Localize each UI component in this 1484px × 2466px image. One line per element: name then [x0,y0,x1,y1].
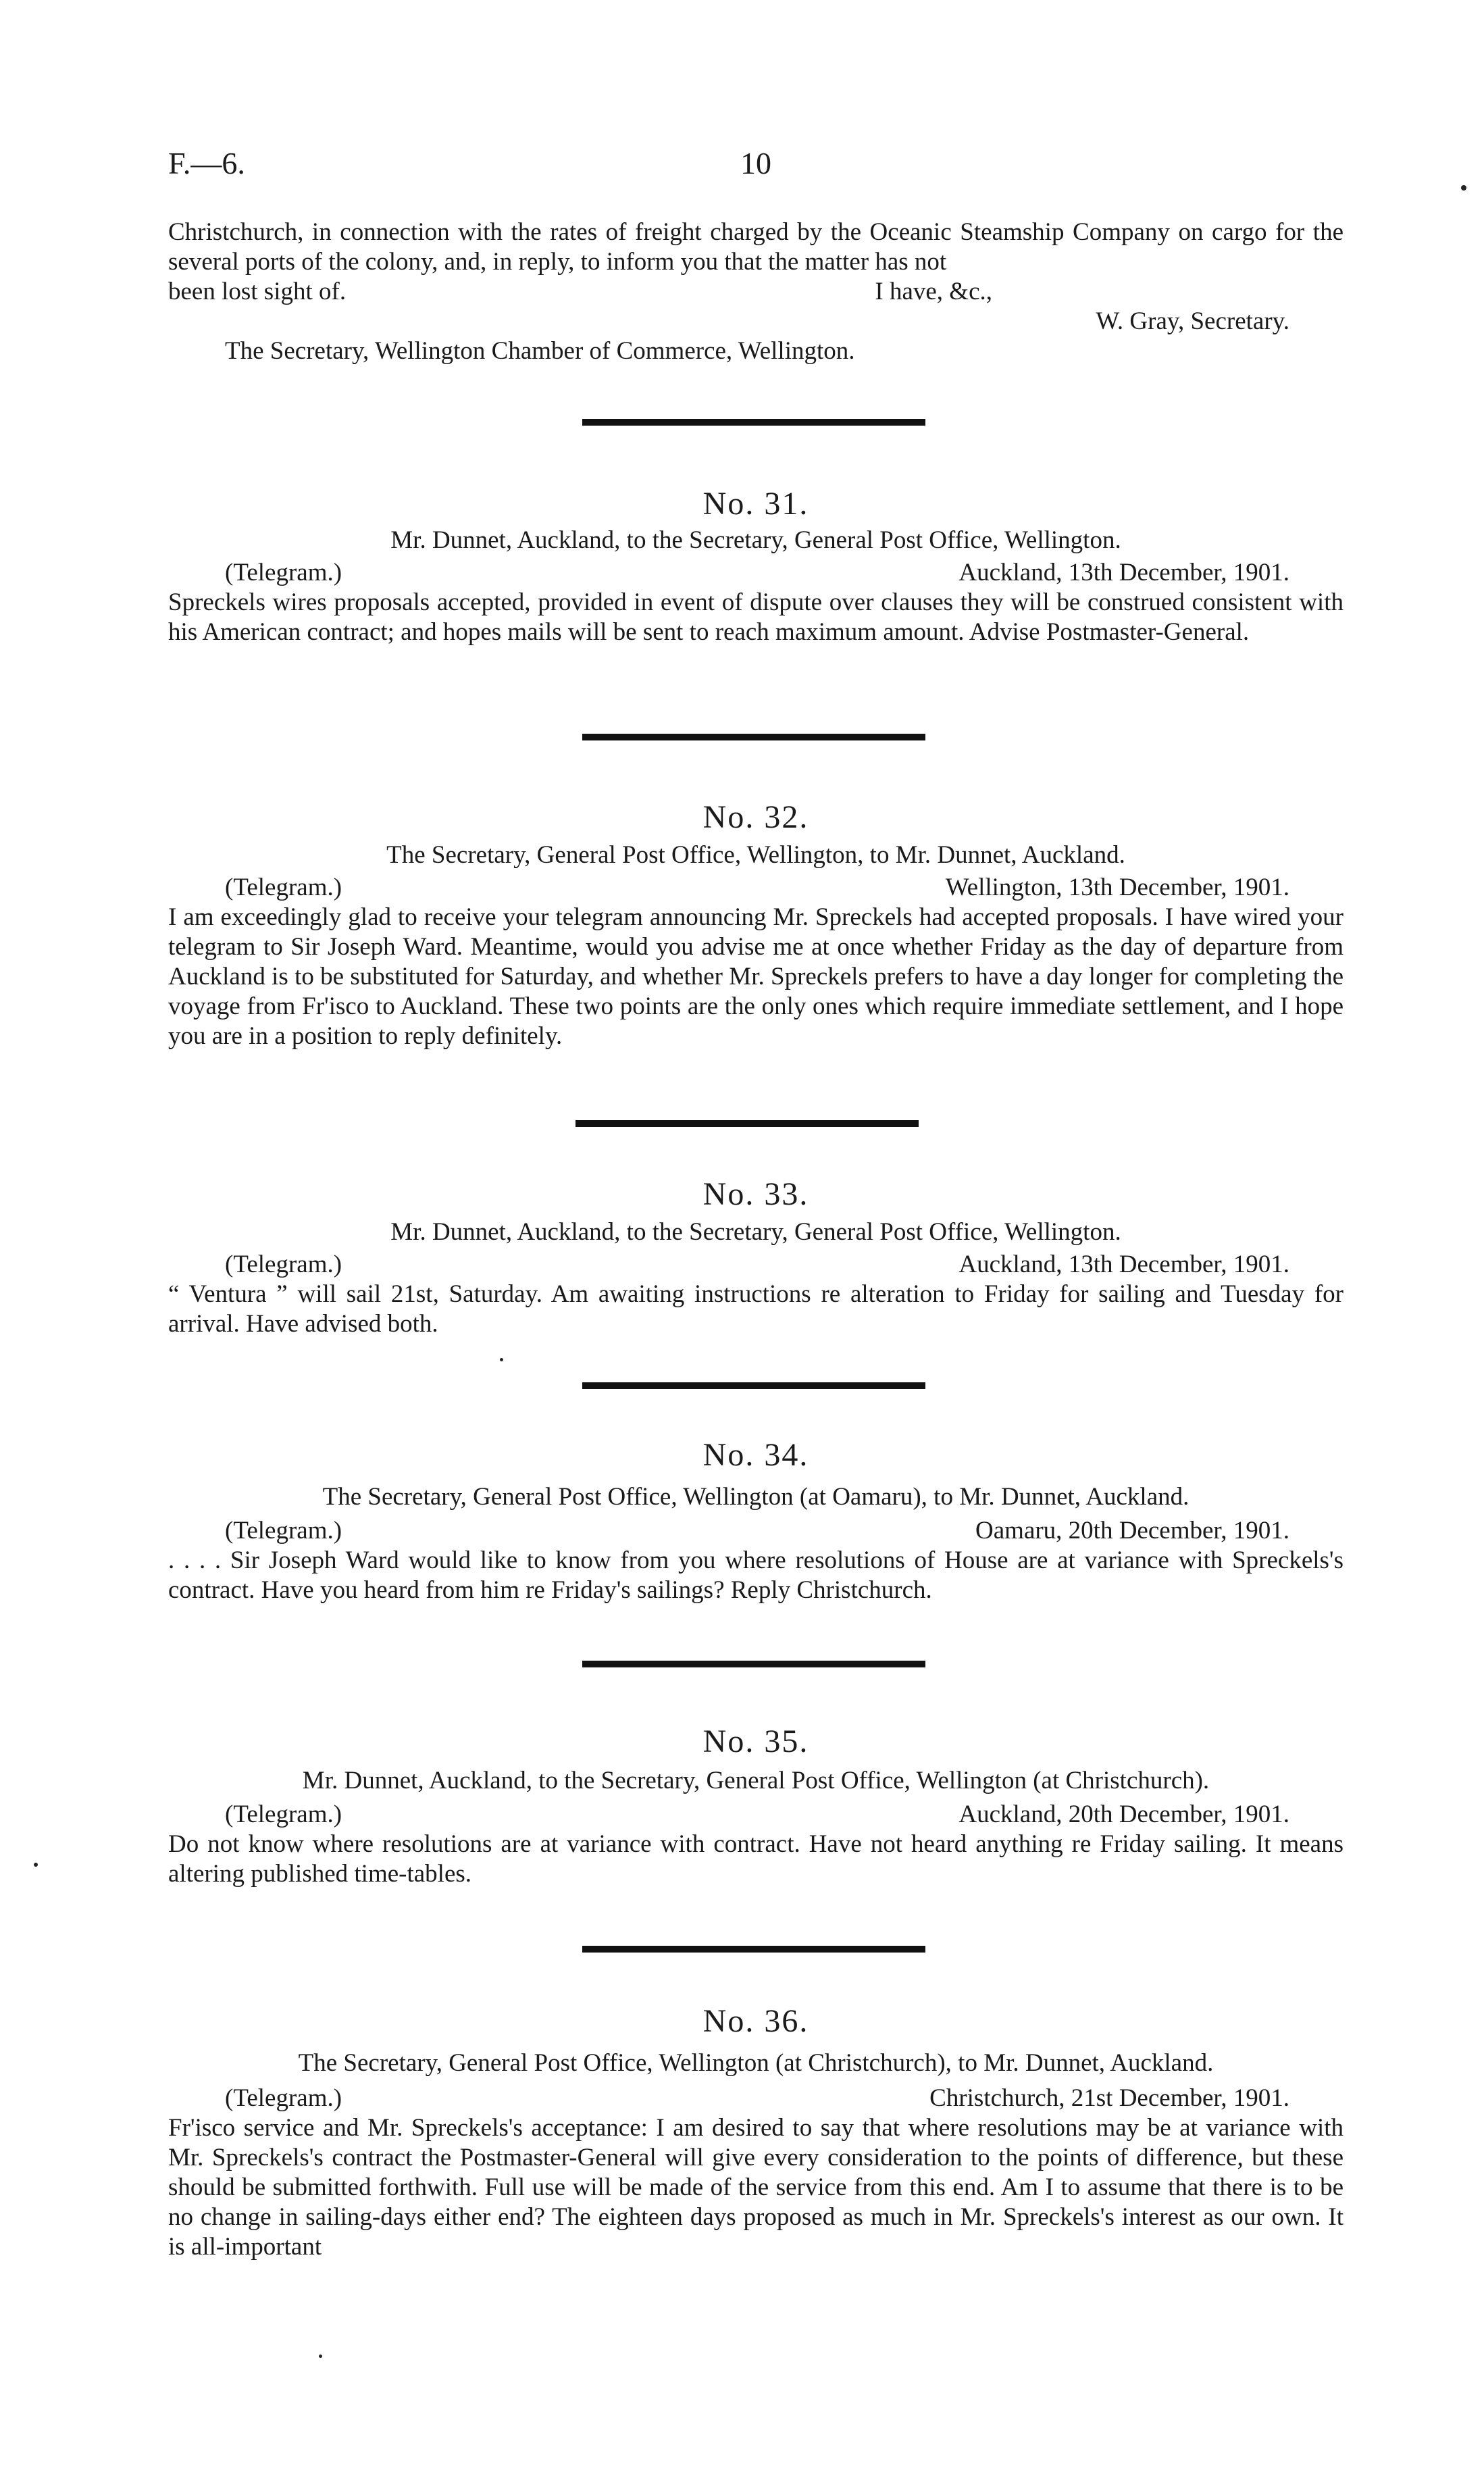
entry-number: No. 34. [702,1437,809,1473]
section-divider [582,734,925,740]
closing-row [168,277,1344,366]
closing-text: been lost sight of. [168,278,347,305]
section-divider [582,419,925,426]
entry-correspondence: The Secretary, General Post Office, Wellington (at Christchurch), to Mr. Dunnet, Auckland. [298,2049,1214,2077]
section-divider [582,1946,925,1953]
page-header [168,145,1344,186]
entry-number: No. 32. [702,799,809,835]
scan-speck [319,2355,322,2358]
entry-number: No. 36. [702,2003,809,2039]
entry-place-date: Auckland, 13th December, 1901. [958,1251,1289,1278]
entry-medium: (Telegram.) [225,1251,342,1278]
entry-correspondence: Mr. Dunnet, Auckland, to the Secretary, General Post Office, Wellington. [390,526,1121,554]
signature: W. Gray, Secretary. [1096,307,1289,335]
entry-dateline [168,1250,1344,1280]
section-divider [575,1120,919,1127]
addressee: The Secretary, Wellington Chamber of Commerce, Wellington. [225,337,855,365]
entry-dateline [168,558,1344,588]
scan-speck [34,1863,38,1867]
entry-correspondence: The Secretary, General Post Office, Wellington (at Oamaru), to Mr. Dunnet, Auckland. [322,1483,1189,1511]
entry-body: I am exceedingly glad to receive your telegram announcing Mr. Spreckels had accepted proposals. I have wired your telegram to Sir Joseph Ward. Meantime, would you advise me at once whether Friday as the day of departure from Auckland is to be substituted for Saturday, and whether Mr. Spreckels prefers to have a day longer for completing the voyage from Fr'isco to Auckland. These two points are the only ones which require immediate settlement, and I hope you are in a position to reply definitely. [168,903,1344,1050]
entry-body: Fr'isco service and Mr. Spreckels's acceptance: I am desired to say that where resolutions may be at variance with Mr. Spreckels's contract the Postmaster-General will give every consideration to the points of difference, but these should be submitted forthwith. Full use will be made of the service from this end. Am I to assume that there is to be no change in sailing-days either end? The eighteen days proposed as much in Mr. Spreckels's interest as our own. It is all-important [168,2114,1344,2261]
scan-speck [1461,185,1466,191]
entry-correspondence: Mr. Dunnet, Auckland, to the Secretary, General Post Office, Wellington. [390,1218,1121,1246]
section-divider [582,1661,925,1667]
entry-number: No. 35. [702,1723,809,1759]
entry-body: . . . . Sir Joseph Ward would like to know from you where resolutions of House are at variance with Spreckels's contract. Have you heard from him re Friday's sailings? Reply Christchurch. [168,1546,1344,1604]
entry-place-date: Auckland, 20th December, 1901. [958,1801,1289,1828]
entry-dateline [168,1516,1344,1546]
entry-correspondence: The Secretary, General Post Office, Wellington, to Mr. Dunnet, Auckland. [386,841,1125,869]
entry-place-date: Oamaru, 20th December, 1901. [975,1517,1289,1544]
entry-body: Spreckels wires proposals accepted, provided in event of dispute over clauses they will be construed consistent with his American contract; and hopes mails will be sent to reach maximum amount. Advise Postmaster-General. [168,588,1344,646]
entry-body: Do not know where resolutions are at variance with contract. Have not heard anything re Friday sailing. It means altering published time-tables. [168,1830,1344,1888]
entry-medium: (Telegram.) [225,1801,342,1828]
scan-speck [500,1358,503,1361]
entry-medium: (Telegram.) [225,1517,342,1544]
valediction: I have, &c., [875,278,992,305]
entry-place-date: Wellington, 13th December, 1901. [945,874,1289,901]
entry-body: “ Ventura ” will sail 21st, Saturday. Am awaiting instructions re alteration to Friday for sailing and Tuesday for arrival. Have advised both. [168,1280,1344,1338]
entry-medium: (Telegram.) [225,559,342,586]
entry-place-date: Christchurch, 21st December, 1901. [929,2084,1289,2112]
entry-number: No. 33. [702,1176,809,1212]
entry-number: No. 31. [702,486,809,522]
opening-text: Christchurch, in connection with the rates of freight charged by the Oceanic Steamship Company on cargo for the several ports of the colony, and, in reply, to inform you that the matter has not [168,218,1344,276]
opening-paragraph [168,218,1344,277]
page-number: 10 [740,146,771,180]
entry-correspondence: Mr. Dunnet, Auckland, to the Secretary, General Post Office, Wellington (at Christchurch). [302,1767,1210,1794]
page-reference: F.—6. [168,146,245,180]
entry-medium: (Telegram.) [225,2084,342,2112]
entry-dateline [168,873,1344,903]
entry-place-date: Auckland, 13th December, 1901. [958,559,1289,586]
entry-dateline [168,1800,1344,1830]
section-divider [582,1382,925,1389]
entry-dateline [168,2084,1344,2113]
entry-medium: (Telegram.) [225,874,342,901]
